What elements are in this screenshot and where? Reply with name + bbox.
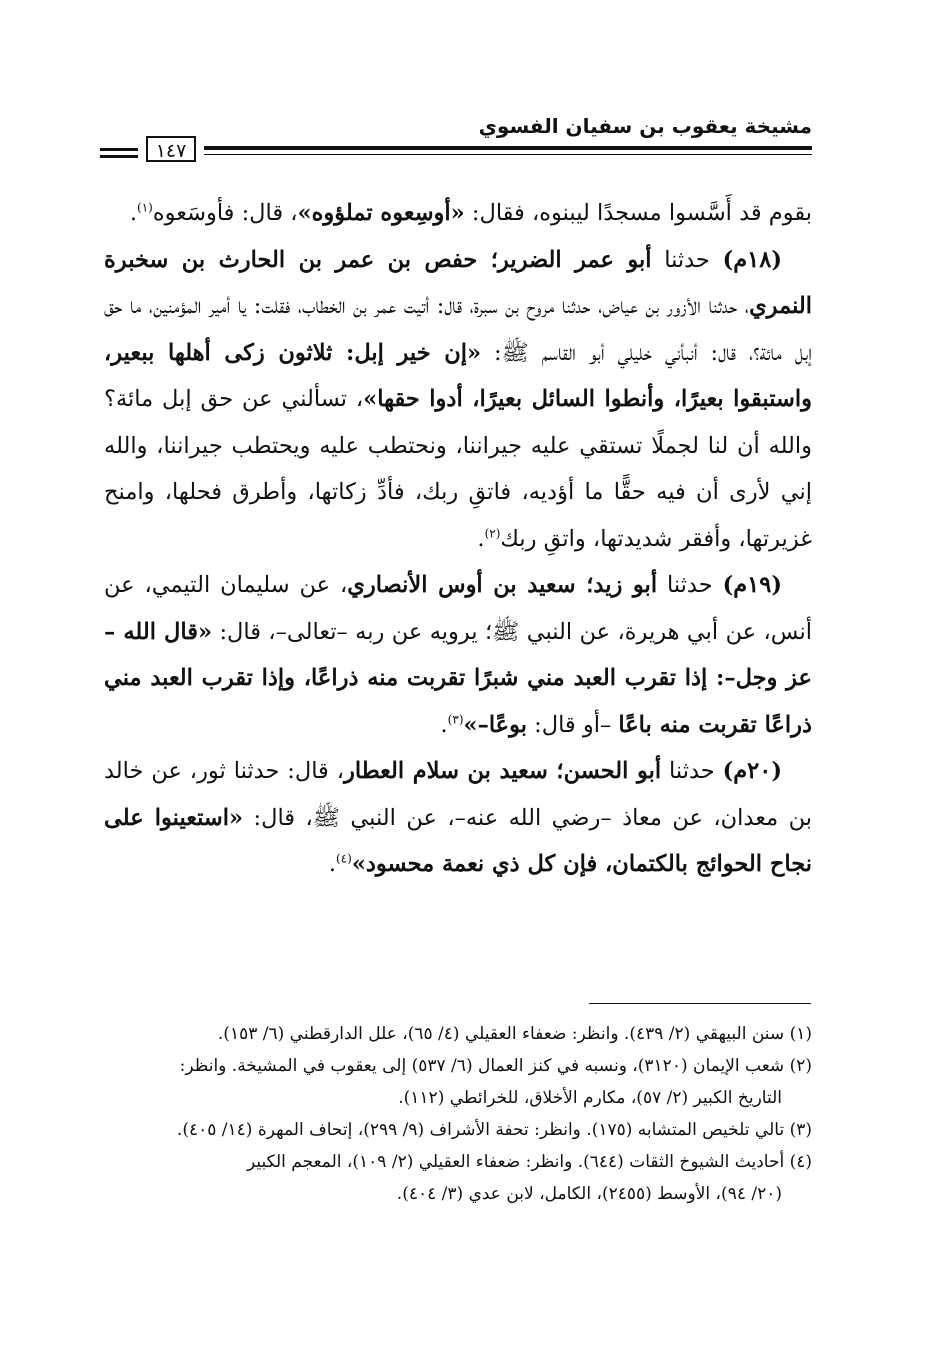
footnotes — [104, 1018, 812, 1210]
paragraph-19 — [104, 562, 812, 748]
footnote-4: (٤) أحاديث الشيوخ الثقات (٦٤٤). وانظر: ضعفاء العقيلي (٢/ ١٠٩)، المعجم الكبير — [246, 1152, 812, 1172]
hadith-number: (٢٠م) — [722, 758, 782, 784]
narrator-name: أبو عمر الضرير؛ حفص بن عمر بن الحارث بن سخبرة النمري — [104, 246, 812, 319]
text-run: ، عن سليمان التيمي، عن أنس، عن أبي هريرة، عن النبي ﷺ؛ يرويه عن ربه –تعالى–، قال: — [104, 572, 812, 645]
footnote-1: (١) سنن البيهقي (٢/ ٤٣٩). وانظر: ضعفاء العقيلي (٤/ ٦٥)، علل الدارقطني (٦/ ١٥٣). — [217, 1024, 812, 1044]
footnote-ref: (١) — [137, 200, 153, 215]
hadith-text: «أوسِعوه تملؤوه» — [297, 200, 465, 226]
main-text — [104, 190, 812, 888]
hadith-text: «قال الله – عز وجل–: إذا تقرب العبد مني شبرًا تقربت منه ذراعًا، وإذا تقرب العبد مني ذراعًا تقربت منه باعًا — [104, 618, 812, 738]
paragraph-20 — [104, 748, 812, 888]
footnote-ref: (٤) — [335, 851, 352, 866]
text-run: ، تسألني عن حق إبل مائة؟ والله أن لنا لجملًا تستقي عليه جيراننا، ونحتطب عليه ويحتطب جيراننا، والله إني لأرى أن فيه حقًّا ما أؤديه، فاتقِ ربك، فأدِّ زكاتها، وأطرق فحلها، وامنح غزيرتها، وأفقر شديدتها، واتقِ ربك — [104, 386, 812, 552]
paragraph-18 — [104, 237, 812, 563]
footnote-separator — [589, 1003, 811, 1004]
running-title: مشيخة يعقوب بن سفيان الفسوي — [478, 114, 812, 138]
text-run: . — [328, 851, 336, 877]
text-run: حدثنا — [651, 246, 723, 273]
narrator-name: أبو الحسن؛ سعيد بن سلام العطار — [344, 758, 662, 784]
page-header — [100, 108, 812, 168]
text-run: حدثنا — [661, 758, 723, 784]
footnote-ref: (٢) — [484, 526, 501, 540]
footnote-2-cont: التاريخ الكبير (٢/ ٥٧)، مكارم الأخلاق، للخرائطي (١١٢). — [398, 1088, 782, 1108]
text-run: –أو قال: — [526, 711, 619, 738]
header-rule-short — [100, 148, 138, 151]
header-rule-short — [100, 155, 138, 158]
footnote-ref: (٣) — [447, 712, 464, 726]
hadith-text: بوعًا–» — [463, 711, 527, 738]
text-run: ، حدثنا الأزور بن عياض، حدثنا مروح بن سبرة، قال: أتيت عمر بن الخطاب، فقلت: يا أمير المؤمنين، ما حق إبل مائة؟، قال: أنبأني خليلي أبو القاسم ﷺ: — [104, 293, 813, 366]
text-run: ، قال: حدثنا ثور، عن خالد بن معدان، عن معاذ –رضي الله عنه–، عن النبي ﷺ، قال: — [104, 758, 812, 831]
header-rule-thin — [204, 154, 812, 155]
hadith-number: (١٨م) — [722, 246, 782, 273]
footnote-2: (٢) شعب الإيمان (٣١٢٠)، ونسبه في كنز العمال (٦/ ٥٣٧) إلى يعقوب في المشيخة. وانظر: — [179, 1056, 812, 1076]
hadith-text: «إن خير إبل: ثلاثون زكى أهلها ببعير، واستبقوا بعيرًا، وأنطوا السائل بعيرًا، أدوا حقها» — [104, 339, 812, 412]
footnote-3: (٣) تالي تلخيص المتشابه (١٧٥). وانظر: تحفة الأشراف (٩/ ٢٩٩)، إتحاف المهرة (١٤/ ٤٠٥). — [176, 1120, 812, 1140]
narrator-name: أبو زيد؛ سعيد بن أوس الأنصاري — [347, 572, 658, 598]
text-run: . — [129, 200, 137, 226]
footnote-4-cont: (٢٠/ ٩٤)، الأوسط (٢٤٥٥)، الكامل، لابن عدي (٣/ ٤٠٤). — [396, 1184, 782, 1204]
text-run: بقوم قد أَسَّسوا مسجدًا ليبنوه، فقال: — [464, 200, 812, 226]
text-run: حدثنا — [657, 572, 723, 598]
hadith-text: «استعينوا على نجاح الحوائج بالكتمان، فإن كل ذي نعمة محسود» — [104, 804, 812, 877]
text-run: ، قال: فأوسَعوه — [152, 200, 298, 226]
header-rule-thick — [204, 146, 812, 150]
page-number: ١٤٧ — [146, 136, 196, 162]
paragraph — [104, 190, 812, 237]
text-run: . — [440, 711, 448, 738]
hadith-number: (١٩م) — [722, 572, 782, 598]
text-run: . — [477, 525, 485, 552]
